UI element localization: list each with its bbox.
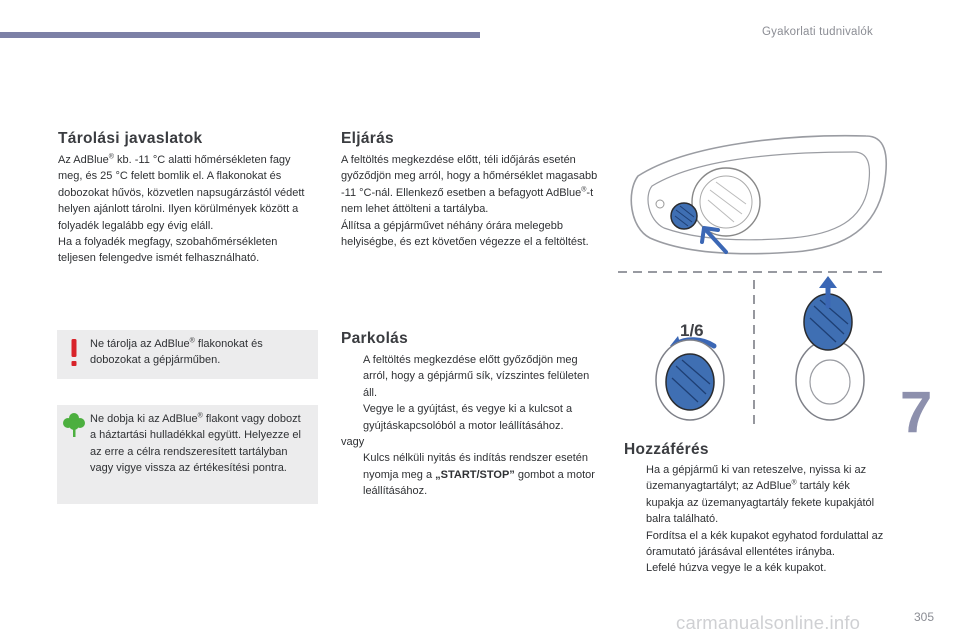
chapter-number: 7: [900, 380, 933, 445]
pull-cap-drawing: [796, 276, 864, 420]
access-step-2: Fordítsa el a kék kupakot egyhatod fordulattal az óramutató járásával ellentétes irányba.: [646, 529, 884, 559]
access-text: [624, 462, 886, 577]
exclamation-warning-icon: [69, 339, 79, 367]
access-heading: Hozzáférés: [624, 441, 709, 458]
tree-eco-icon: [63, 412, 85, 438]
fraction-label: 1/6: [680, 321, 704, 340]
parking-step-2: Vegye le a gyújtást, és vegye ki a kulcsot a gyújtáskapcsolóból a motor leállításához.: [363, 403, 573, 432]
rotate-cap-drawing: [656, 321, 724, 420]
parking-text: [341, 352, 603, 500]
parking-or: vagy: [341, 436, 365, 449]
storage-text: Az AdBlue® kb. -11 °C alatti hőmérsékleten fagy meg, és 25 °C felett bomlik el. A flakonokat és dobozokat hűvös, közvetlen napsugárzástól védett helyen ajánlott tárolni. Ilyen körülmények között a folyadék legalább egy évig eláll. Ha a folyadék megfagy, szobahőmérsékleten teljesen felengedve ismét felhasználható.: [58, 153, 305, 265]
warning-note-text: Ne tárolja az AdBlue® flakonokat és dobozokat a gépjárműben.: [90, 337, 263, 367]
procedure-text: A feltöltés megkezdése előtt, téli időjárás esetén győződjön meg arról, hogy a hőmérséklet magasabb -11 °C-nál. Ellenkező esetben a befagyott AdBlue®-t nem lehet áttölteni a tartályba. Állítsa a gépjárművet néhány órára melegebb helyiségbe, és ezt követően végezze el a feltöltést.: [341, 154, 598, 249]
page-number: 305: [914, 610, 935, 624]
warning-note-box: [57, 330, 318, 379]
procedure-heading: Eljárás: [341, 130, 394, 147]
parking-heading: Parkolás: [341, 330, 409, 347]
parking-step-3: Kulcs nélküli nyitás és indítás rendszer esetén nyomja meg a „START/STOP” gombot a motor leállításához.: [363, 452, 595, 498]
filler-flap-drawing: [631, 136, 886, 254]
storage-heading: Tárolási javaslatok: [58, 130, 203, 147]
watermark-text: carmanualsonline.info: [676, 612, 861, 633]
environment-note-text: Ne dobja ki az AdBlue® flakont vagy dobozt a háztartási hulladékkal együtt. Helyezze el az erre a célra rendszeresített tartályban vagy vigye vissza az értékesítési pontra.: [90, 412, 301, 475]
section-title: Gyakorlati tudnivalók: [762, 26, 873, 38]
adblue-cap-illustration: [598, 130, 898, 430]
access-step-1: Ha a gépjármű ki van reteszelve, nyissa ki az üzemanyagtartályt; az AdBlue® tartály kék kupakja az üzemanyagtartály fekete kupakjától balra található.: [646, 464, 875, 526]
environment-note-box: [57, 405, 318, 504]
parking-step-1: A feltöltés megkezdése előtt győződjön meg arról, hogy a gépjármű sík, vízszintes felületen áll.: [363, 354, 590, 399]
top-accent-bar: [0, 32, 480, 38]
access-step-3: Lefelé húzva vegye le a kék kupakot.: [646, 562, 827, 575]
